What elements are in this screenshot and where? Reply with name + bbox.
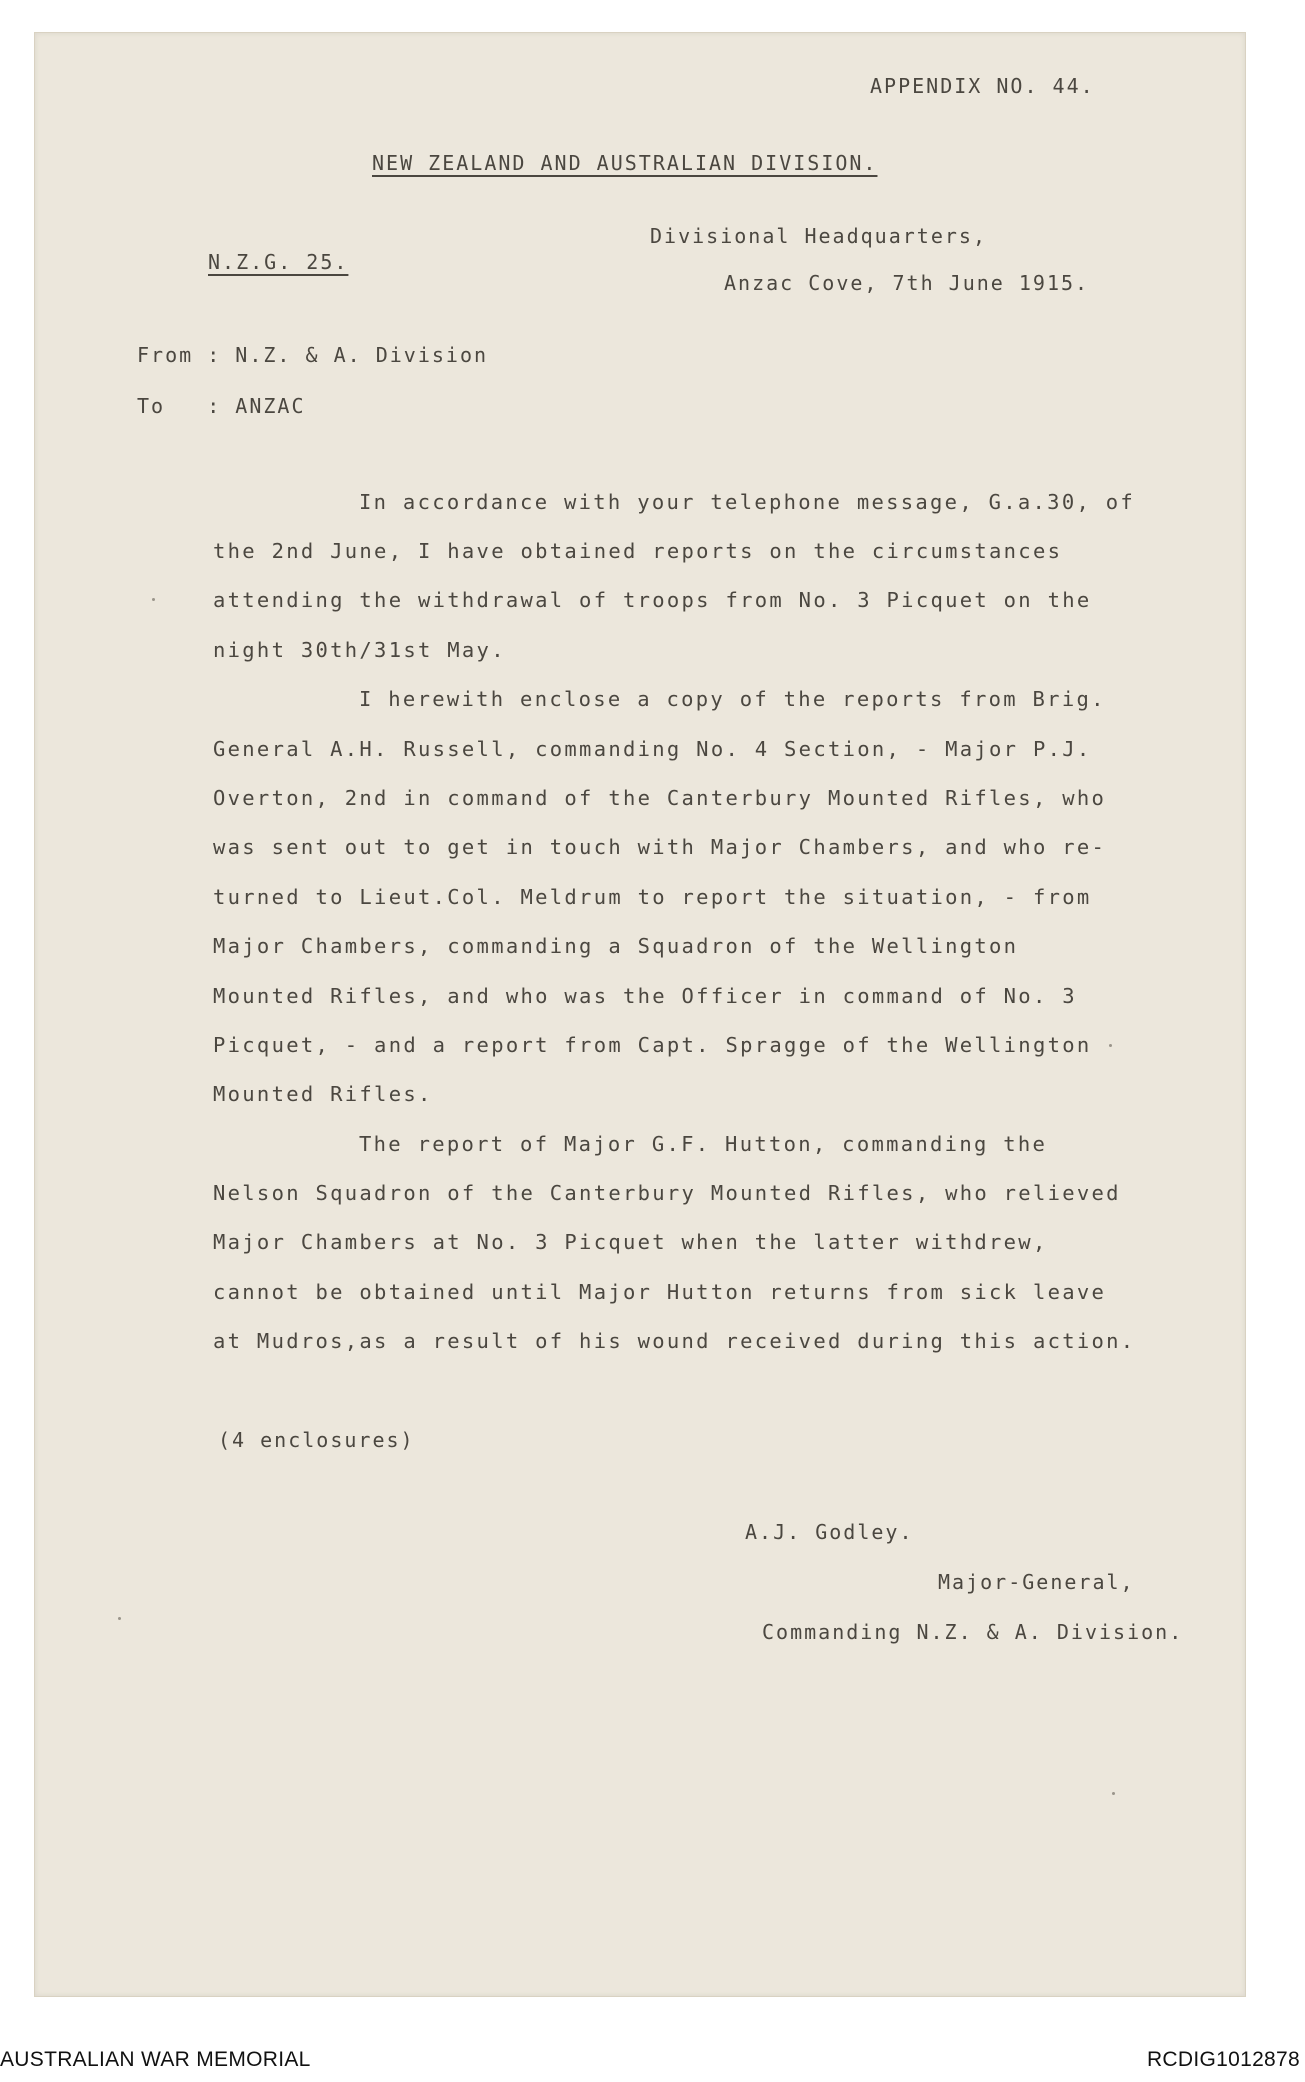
signature-name: A.J. Godley. [745,1520,914,1544]
body-line: General A.H. Russell, commanding No. 4 Section, - Major P.J. [213,737,1092,761]
paper-speck [118,1617,121,1620]
hq-address-line-2: Anzac Cove, 7th June 1915. [724,271,1090,295]
body-line: Overton, 2nd in command of the Canterbury Mounted Rifles, who [213,786,1107,810]
body-line: Nelson Squadron of the Canterbury Mounted Rifles, who relieved [213,1181,1121,1205]
body-line: the 2nd June, I have obtained reports on the circumstances [213,539,1063,563]
enclosures-note: (4 enclosures) [218,1428,415,1452]
paper-speck [152,598,155,601]
body-line: was sent out to get in touch with Major Chambers, and who re- [213,835,1107,859]
body-line: at Mudros,as a result of his wound received during this action. [213,1329,1136,1353]
body-line: Major Chambers at No. 3 Picquet when the latter withdrew, [213,1230,1048,1254]
body-line: attending the withdrawal of troops from No. 3 Picquet on the [213,588,1092,612]
paper-speck [1109,1044,1112,1047]
to-line-text: To : ANZAC [137,394,306,418]
footer-source-label: AUSTRALIAN WAR MEMORIAL [0,2048,311,2071]
appendix-number: APPENDIX NO. 44. [870,74,1095,98]
body-line: turned to Lieut.Col. Meldrum to report the situation, - from [213,885,1092,909]
signature-command: Commanding N.Z. & A. Division. [762,1620,1184,1644]
body-line: The report of Major G.F. Hutton, commanding the [359,1132,1048,1156]
from-line: From : N.Z. & A. Division [137,343,489,367]
reference-number: N.Z.G. 25. [208,250,349,274]
body-line: Mounted Rifles. [213,1082,433,1106]
hq-address-line-1: Divisional Headquarters, [650,224,987,248]
body-line: In accordance with your telephone message, G.a.30, of [359,490,1136,514]
paper-speck [1112,1792,1115,1795]
document-page [34,32,1246,1997]
body-line: night 30th/31st May. [213,638,506,662]
body-line: Mounted Rifles, and who was the Officer in command of No. 3 [213,984,1077,1008]
to-line [137,396,306,416]
body-line: Major Chambers, commanding a Squadron of the Wellington [213,934,1019,958]
signature-rank: Major-General, [938,1570,1135,1594]
footer-record-id: RCDIG1012878 [1146,2048,1300,2071]
body-line: Picquet, - and a report from Capt. Spragge of the Wellington [213,1033,1092,1057]
body-line: I herewith enclose a copy of the reports from Brig. [359,687,1106,711]
body-line: cannot be obtained until Major Hutton returns from sick leave [213,1280,1107,1304]
document-heading: NEW ZEALAND AND AUSTRALIAN DIVISION. [372,151,878,175]
